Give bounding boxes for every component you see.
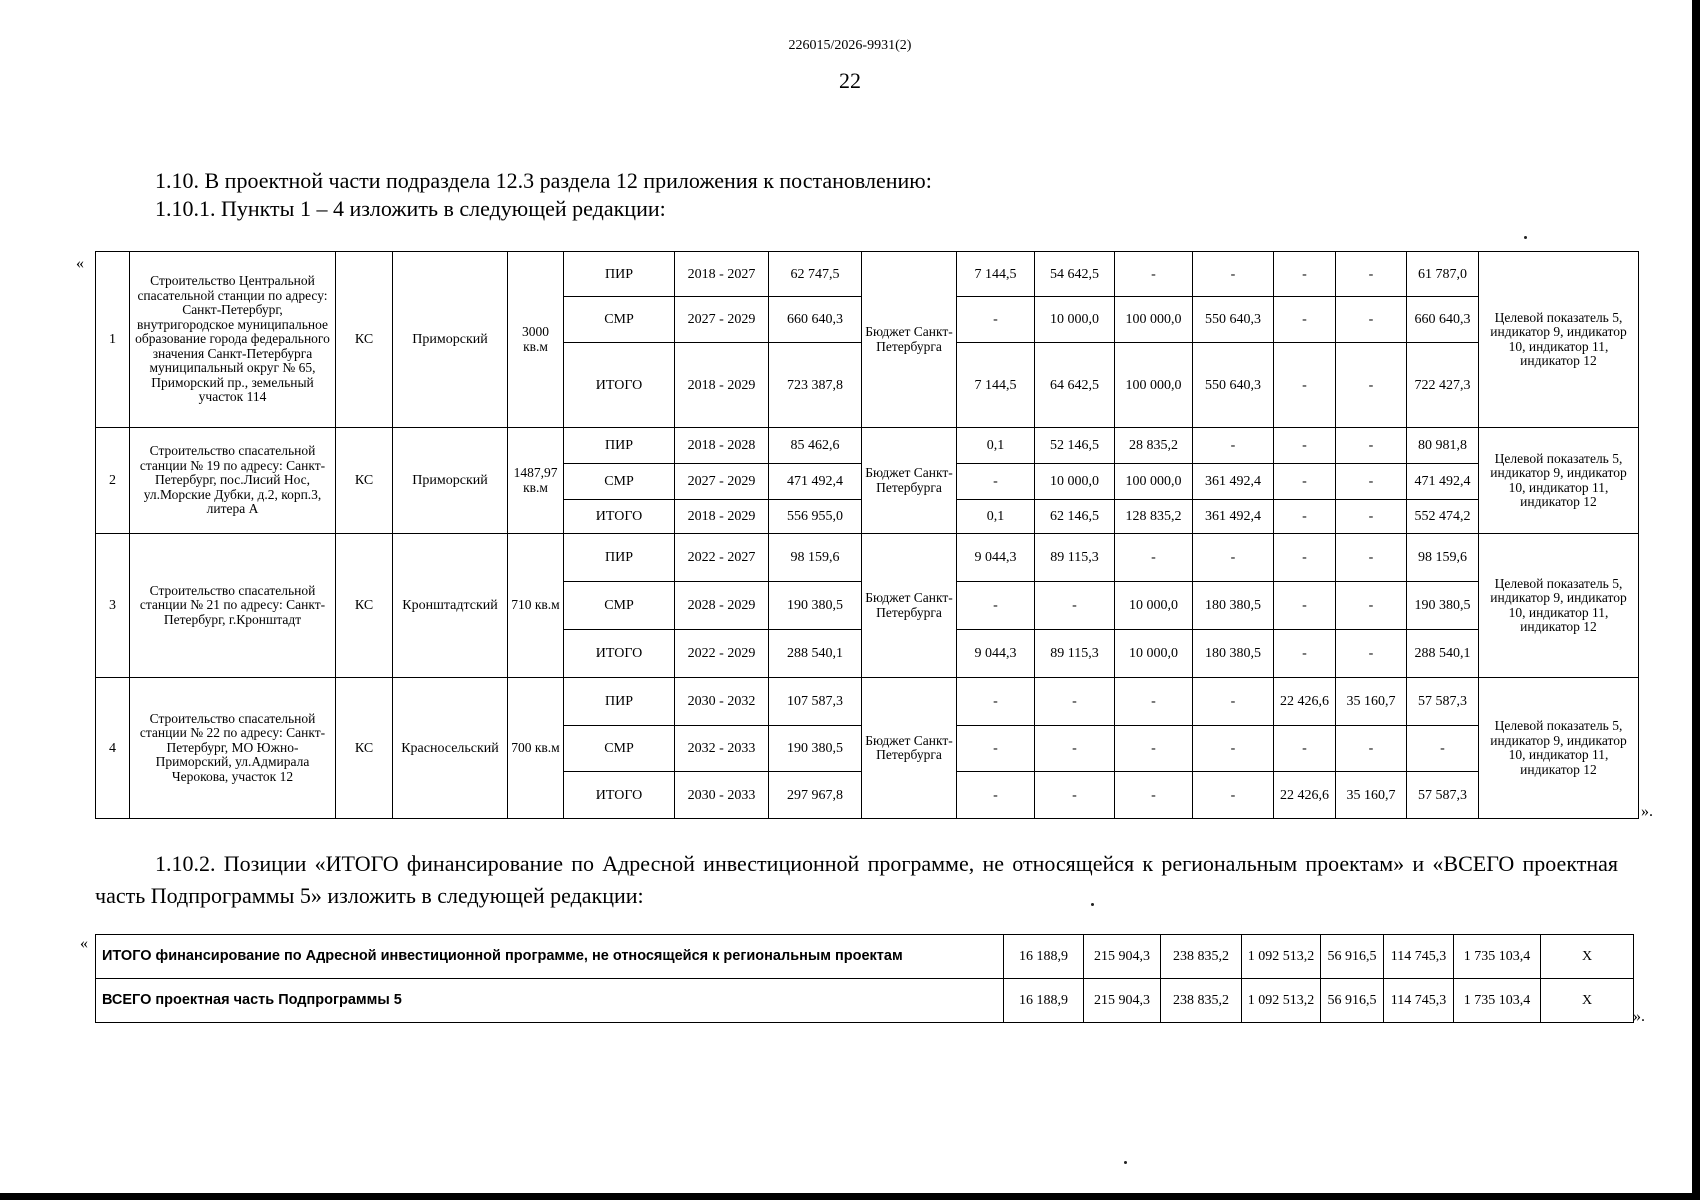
year-value-cell: - bbox=[1193, 772, 1274, 819]
stage-cell: СМР bbox=[564, 297, 675, 343]
cost-cell: 190 380,5 bbox=[769, 582, 862, 630]
indicator-cell: Целевой показатель 5, индикатор 9, индикатор 10, индикатор 11, индикатор 12 bbox=[1479, 428, 1639, 534]
year-value-cell: 361 492,4 bbox=[1193, 464, 1274, 500]
period-cell: 2028 - 2029 bbox=[675, 582, 769, 630]
indicator-cell: Целевой показатель 5, индикатор 9, индикатор 10, индикатор 11, индикатор 12 bbox=[1479, 534, 1639, 678]
year-value-cell: - bbox=[1336, 582, 1407, 630]
stage-cell: ПИР bbox=[564, 252, 675, 297]
year-value-cell: - bbox=[1336, 252, 1407, 297]
year-value-cell: 550 640,3 bbox=[1193, 297, 1274, 343]
stage-cell: СМР bbox=[564, 464, 675, 500]
year-value-cell: - bbox=[1274, 428, 1336, 464]
item-type: КС bbox=[336, 678, 393, 819]
stage-cell: ПИР bbox=[564, 428, 675, 464]
year-value-cell: 28 835,2 bbox=[1115, 428, 1193, 464]
totals-label: ИТОГО финансирование по Адресной инвестиционной программе, не относящейся к региональным проектам bbox=[96, 935, 1004, 979]
year-value-cell: - bbox=[1274, 464, 1336, 500]
totals-table bbox=[95, 934, 1634, 1023]
year-value-cell: - bbox=[1336, 297, 1407, 343]
cost-cell: 190 380,5 bbox=[769, 726, 862, 772]
year-value-cell: - bbox=[957, 772, 1035, 819]
totals-label: ВСЕГО проектная часть Подпрограммы 5 bbox=[96, 979, 1004, 1023]
year-value-cell: 100 000,0 bbox=[1115, 297, 1193, 343]
year-value-cell: - bbox=[1035, 772, 1115, 819]
year-value-cell: 10 000,0 bbox=[1115, 630, 1193, 678]
item-type: КС bbox=[336, 534, 393, 678]
totals-mark: Х bbox=[1541, 979, 1634, 1023]
total-cell: 660 640,3 bbox=[1407, 297, 1479, 343]
period-cell: 2018 - 2029 bbox=[675, 500, 769, 534]
year-value-cell: 128 835,2 bbox=[1115, 500, 1193, 534]
year-value-cell: - bbox=[1193, 428, 1274, 464]
stage-cell: СМР bbox=[564, 582, 675, 630]
total-cell: 57 587,3 bbox=[1407, 772, 1479, 819]
totals-value-cell: 16 188,9 bbox=[1004, 935, 1084, 979]
year-value-cell: - bbox=[1193, 252, 1274, 297]
projects-table bbox=[95, 251, 1639, 819]
year-value-cell: - bbox=[1115, 534, 1193, 582]
year-value-cell: 52 146,5 bbox=[1035, 428, 1115, 464]
period-cell: 2032 - 2033 bbox=[675, 726, 769, 772]
totals-value-cell: 238 835,2 bbox=[1161, 979, 1242, 1023]
year-value-cell: 54 642,5 bbox=[1035, 252, 1115, 297]
year-value-cell: 100 000,0 bbox=[1115, 343, 1193, 428]
year-value-cell: - bbox=[1336, 500, 1407, 534]
funding-source: Бюджет Санкт-Петербурга bbox=[862, 534, 957, 678]
year-value-cell: - bbox=[1193, 678, 1274, 726]
year-value-cell: - bbox=[1274, 297, 1336, 343]
document-id: 226015/2026-9931(2) bbox=[788, 38, 912, 53]
totals-value-cell: 1 092 513,2 bbox=[1242, 979, 1321, 1023]
table-row bbox=[96, 428, 1639, 464]
year-value-cell: 100 000,0 bbox=[1115, 464, 1193, 500]
year-value-cell: 62 146,5 bbox=[1035, 500, 1115, 534]
totals-value-cell: 1 735 103,4 bbox=[1454, 979, 1541, 1023]
totals-mark: Х bbox=[1541, 935, 1634, 979]
total-cell: 80 981,8 bbox=[1407, 428, 1479, 464]
year-value-cell: - bbox=[1274, 582, 1336, 630]
year-value-cell: - bbox=[1115, 252, 1193, 297]
totals-value-cell: 56 916,5 bbox=[1321, 935, 1384, 979]
total-cell: 722 427,3 bbox=[1407, 343, 1479, 428]
item-name: Строительство спасательной станции № 19 по адресу: Санкт-Петербург, пос.Лисий Нос, ул.Морские Дубки, д.2, корп.3, литера А bbox=[130, 428, 336, 534]
indicator-cell: Целевой показатель 5, индикатор 9, индикатор 10, индикатор 11, индикатор 12 bbox=[1479, 678, 1639, 819]
table-row bbox=[96, 534, 1639, 582]
year-value-cell: 89 115,3 bbox=[1035, 630, 1115, 678]
item-district: Кронштадтский bbox=[393, 534, 508, 678]
stage-cell: ИТОГО bbox=[564, 500, 675, 534]
year-value-cell: - bbox=[1274, 534, 1336, 582]
paragraph-1-10-2 bbox=[95, 848, 1618, 912]
year-value-cell: - bbox=[957, 464, 1035, 500]
funding-source: Бюджет Санкт-Петербурга bbox=[862, 428, 957, 534]
year-value-cell: 7 144,5 bbox=[957, 252, 1035, 297]
close-quote-2: ». bbox=[1633, 1008, 1645, 1025]
item-number: 1 bbox=[96, 252, 130, 428]
funding-source: Бюджет Санкт-Петербурга bbox=[862, 252, 957, 428]
item-area: 700 кв.м bbox=[508, 678, 564, 819]
stage-cell: ИТОГО bbox=[564, 343, 675, 428]
total-cell: 288 540,1 bbox=[1407, 630, 1479, 678]
table-row bbox=[96, 252, 1639, 297]
item-name: Строительство Центральной спасательной станции по адресу: Санкт-Петербург, внутригородское муниципальное образование города федерального значения Санкт-Петербурга муниципальный округ № 65, Приморский пр., земельный участок 114 bbox=[130, 252, 336, 428]
period-cell: 2022 - 2029 bbox=[675, 630, 769, 678]
year-value-cell: 9 044,3 bbox=[957, 534, 1035, 582]
year-value-cell: 9 044,3 bbox=[957, 630, 1035, 678]
totals-value-cell: 215 904,3 bbox=[1084, 979, 1161, 1023]
scan-speck bbox=[1524, 236, 1527, 239]
year-value-cell: - bbox=[1336, 534, 1407, 582]
stage-cell: ПИР bbox=[564, 534, 675, 582]
totals-value-cell: 56 916,5 bbox=[1321, 979, 1384, 1023]
open-quote: « bbox=[76, 255, 84, 272]
item-type: КС bbox=[336, 252, 393, 428]
paragraph-text: 1.10.2. Позиции «ИТОГО финансирование по Адресной инвестиционной программе, не относящейся к региональным проектам» и «ВСЕГО проектная часть Подпрограммы 5» изложить в следующей редакции: bbox=[95, 851, 1618, 908]
open-quote-2: « bbox=[80, 935, 88, 952]
total-cell: 57 587,3 bbox=[1407, 678, 1479, 726]
year-value-cell: - bbox=[1274, 500, 1336, 534]
totals-value-cell: 114 745,3 bbox=[1384, 979, 1454, 1023]
item-area: 3000 кв.м bbox=[508, 252, 564, 428]
period-cell: 2018 - 2027 bbox=[675, 252, 769, 297]
scan-speck bbox=[1091, 903, 1094, 906]
year-value-cell: - bbox=[1274, 630, 1336, 678]
year-value-cell: 0,1 bbox=[957, 428, 1035, 464]
year-value-cell: 35 160,7 bbox=[1336, 678, 1407, 726]
year-value-cell: - bbox=[1115, 772, 1193, 819]
year-value-cell: - bbox=[957, 582, 1035, 630]
item-number: 2 bbox=[96, 428, 130, 534]
year-value-cell: - bbox=[1035, 726, 1115, 772]
indicator-cell: Целевой показатель 5, индикатор 9, индикатор 10, индикатор 11, индикатор 12 bbox=[1479, 252, 1639, 428]
year-value-cell: 22 426,6 bbox=[1274, 772, 1336, 819]
total-cell: 552 474,2 bbox=[1407, 500, 1479, 534]
year-value-cell: - bbox=[1336, 464, 1407, 500]
funding-source: Бюджет Санкт-Петербурга bbox=[862, 678, 957, 819]
item-district: Приморский bbox=[393, 252, 508, 428]
year-value-cell: 10 000,0 bbox=[1035, 464, 1115, 500]
year-value-cell: 0,1 bbox=[957, 500, 1035, 534]
totals-value-cell: 238 835,2 bbox=[1161, 935, 1242, 979]
cost-cell: 98 159,6 bbox=[769, 534, 862, 582]
item-area: 710 кв.м bbox=[508, 534, 564, 678]
year-value-cell: - bbox=[1035, 678, 1115, 726]
item-district: Приморский bbox=[393, 428, 508, 534]
year-value-cell: 22 426,6 bbox=[1274, 678, 1336, 726]
cost-cell: 660 640,3 bbox=[769, 297, 862, 343]
period-cell: 2018 - 2029 bbox=[675, 343, 769, 428]
cost-cell: 85 462,6 bbox=[769, 428, 862, 464]
total-cell: 471 492,4 bbox=[1407, 464, 1479, 500]
cost-cell: 723 387,8 bbox=[769, 343, 862, 428]
year-value-cell: 89 115,3 bbox=[1035, 534, 1115, 582]
totals-value-cell: 1 092 513,2 bbox=[1242, 935, 1321, 979]
totals-row bbox=[96, 979, 1634, 1023]
year-value-cell: 180 380,5 bbox=[1193, 582, 1274, 630]
period-cell: 2030 - 2033 bbox=[675, 772, 769, 819]
item-name: Строительство спасательной станции № 21 по адресу: Санкт-Петербург, г.Кронштадт bbox=[130, 534, 336, 678]
cost-cell: 297 967,8 bbox=[769, 772, 862, 819]
stage-cell: ИТОГО bbox=[564, 772, 675, 819]
total-cell: - bbox=[1407, 726, 1479, 772]
item-district: Красносельский bbox=[393, 678, 508, 819]
year-value-cell: 10 000,0 bbox=[1115, 582, 1193, 630]
subsection-heading: 1.10.1. Пункты 1 – 4 изложить в следующей редакции: bbox=[155, 196, 666, 221]
year-value-cell: - bbox=[1336, 630, 1407, 678]
cost-cell: 62 747,5 bbox=[769, 252, 862, 297]
stage-cell: СМР bbox=[564, 726, 675, 772]
year-value-cell: 180 380,5 bbox=[1193, 630, 1274, 678]
year-value-cell: 10 000,0 bbox=[1035, 297, 1115, 343]
totals-row bbox=[96, 935, 1634, 979]
period-cell: 2027 - 2029 bbox=[675, 464, 769, 500]
scan-speck bbox=[1124, 1161, 1127, 1164]
year-value-cell: - bbox=[1115, 726, 1193, 772]
year-value-cell: - bbox=[1274, 726, 1336, 772]
period-cell: 2027 - 2029 bbox=[675, 297, 769, 343]
totals-value-cell: 114 745,3 bbox=[1384, 935, 1454, 979]
year-value-cell: - bbox=[1336, 428, 1407, 464]
year-value-cell: 7 144,5 bbox=[957, 343, 1035, 428]
year-value-cell: - bbox=[957, 726, 1035, 772]
total-cell: 61 787,0 bbox=[1407, 252, 1479, 297]
totals-value-cell: 215 904,3 bbox=[1084, 935, 1161, 979]
year-value-cell: - bbox=[1115, 678, 1193, 726]
cost-cell: 288 540,1 bbox=[769, 630, 862, 678]
table-row bbox=[96, 678, 1639, 726]
total-cell: 190 380,5 bbox=[1407, 582, 1479, 630]
cost-cell: 107 587,3 bbox=[769, 678, 862, 726]
cost-cell: 471 492,4 bbox=[769, 464, 862, 500]
year-value-cell: 550 640,3 bbox=[1193, 343, 1274, 428]
item-type: КС bbox=[336, 428, 393, 534]
year-value-cell: - bbox=[1035, 582, 1115, 630]
close-quote: ». bbox=[1641, 803, 1653, 820]
year-value-cell: - bbox=[1193, 534, 1274, 582]
section-heading: 1.10. В проектной части подраздела 12.3 раздела 12 приложения к постановлению: bbox=[155, 168, 932, 193]
year-value-cell: - bbox=[957, 297, 1035, 343]
year-value-cell: - bbox=[1274, 252, 1336, 297]
year-value-cell: 361 492,4 bbox=[1193, 500, 1274, 534]
page-number: 22 bbox=[839, 68, 861, 93]
total-cell: 98 159,6 bbox=[1407, 534, 1479, 582]
stage-cell: ПИР bbox=[564, 678, 675, 726]
year-value-cell: - bbox=[1193, 726, 1274, 772]
period-cell: 2018 - 2028 bbox=[675, 428, 769, 464]
year-value-cell: - bbox=[957, 678, 1035, 726]
period-cell: 2022 - 2027 bbox=[675, 534, 769, 582]
item-number: 3 bbox=[96, 534, 130, 678]
year-value-cell: 35 160,7 bbox=[1336, 772, 1407, 819]
year-value-cell: - bbox=[1336, 343, 1407, 428]
item-name: Строительство спасательной станции № 22 по адресу: Санкт-Петербург, МО Южно-Приморский, ул.Адмирала Черокова, участок 12 bbox=[130, 678, 336, 819]
period-cell: 2030 - 2032 bbox=[675, 678, 769, 726]
year-value-cell: - bbox=[1336, 726, 1407, 772]
cost-cell: 556 955,0 bbox=[769, 500, 862, 534]
item-area: 1487,97 кв.м bbox=[508, 428, 564, 534]
item-number: 4 bbox=[96, 678, 130, 819]
totals-value-cell: 1 735 103,4 bbox=[1454, 935, 1541, 979]
year-value-cell: - bbox=[1274, 343, 1336, 428]
year-value-cell: 64 642,5 bbox=[1035, 343, 1115, 428]
totals-value-cell: 16 188,9 bbox=[1004, 979, 1084, 1023]
stage-cell: ИТОГО bbox=[564, 630, 675, 678]
